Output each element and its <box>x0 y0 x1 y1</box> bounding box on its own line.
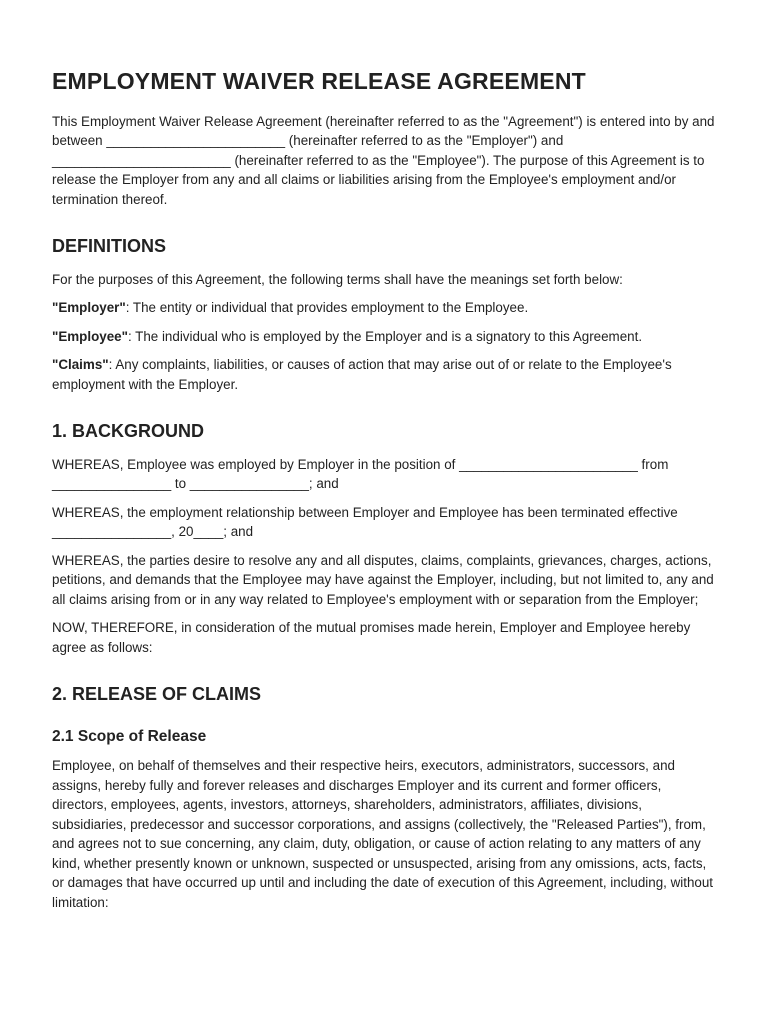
scope-of-release-heading: 2.1 Scope of Release <box>52 727 207 745</box>
definition-term: "Claims" <box>52 357 109 373</box>
definitions-heading: DEFINITIONS <box>52 236 167 257</box>
definition-employer <box>52 298 720 318</box>
definition-term: "Employee" <box>52 328 128 344</box>
background-paragraph: WHEREAS, the parties desire to resolve any and all disputes, claims, complaints, grievances, charges, actions, petitions, and demands that the Employee may have against the Employer, including, but not limited to, any and all claims arising from or in any way related to Employee's employment with or separation from the Employer; <box>52 552 714 607</box>
background-paragraph: WHEREAS, the employment relationship between Employer and Employee has been terminated effective ________________, 20____; and <box>52 504 678 540</box>
intro-paragraph: This Employment Waiver Release Agreement (hereinafter referred to as the "Agreement") is entered into by and between ________________________ (hereinafter referred to as the "Employer") and ________________________ (hereinafter referred to as the "Employee"). The purpose of this Agreement is to release the Employer from any and all claims or liabilities arising from the Employee's employment and/or termination thereof. <box>52 113 715 207</box>
background-paragraph: WHEREAS, Employee was employed by Employer in the position of ________________________ from ________________ to ________________; and <box>52 456 669 492</box>
background-heading: 1. BACKGROUND <box>52 421 205 442</box>
background-paragraph: NOW, THEREFORE, in consideration of the mutual promises made herein, Employer and Employee hereby agree as follows: <box>52 620 691 655</box>
definition-term: "Employer" <box>52 300 126 316</box>
definitions-intro: For the purposes of this Agreement, the following terms shall have the meanings set forth below: <box>52 271 623 287</box>
definition-text: : Any complaints, liabilities, or causes of action that may arise out of or relate to the Employee's employment with the Employer. <box>52 357 672 392</box>
definition-claims <box>52 355 720 394</box>
definition-employee <box>52 327 720 347</box>
document-title: EMPLOYMENT WAIVER RELEASE AGREEMENT <box>52 68 586 94</box>
definition-text: : The individual who is employed by the Employer and is a signatory to this Agreement. <box>127 328 643 344</box>
release-heading: 2. RELEASE OF CLAIMS <box>52 684 262 705</box>
scope-of-release-paragraph: Employee, on behalf of themselves and their respective heirs, executors, administrators, successors, and assigns, hereby fully and forever releases and discharges Employer and its current and former officers, directors, employees, agents, investors, attorneys, shareholders, administrators, affiliates, divisions, subsidiaries, predecessor and successor corporations, and assigns (collectively, the "Released Parties"), from, and agrees not to sue concerning, any claim, duty, obligation, or cause of action relating to any matters of any kind, whether presently known or unknown, suspected or unsuspected, arising from any omissions, acts, facts, or damages that have occurred up until and including the date of execution of this Agreement, including, without limitation: <box>52 758 714 910</box>
document-page <box>52 68 720 921</box>
definition-text: : The entity or individual that provides employment to the Employee. <box>125 300 529 316</box>
